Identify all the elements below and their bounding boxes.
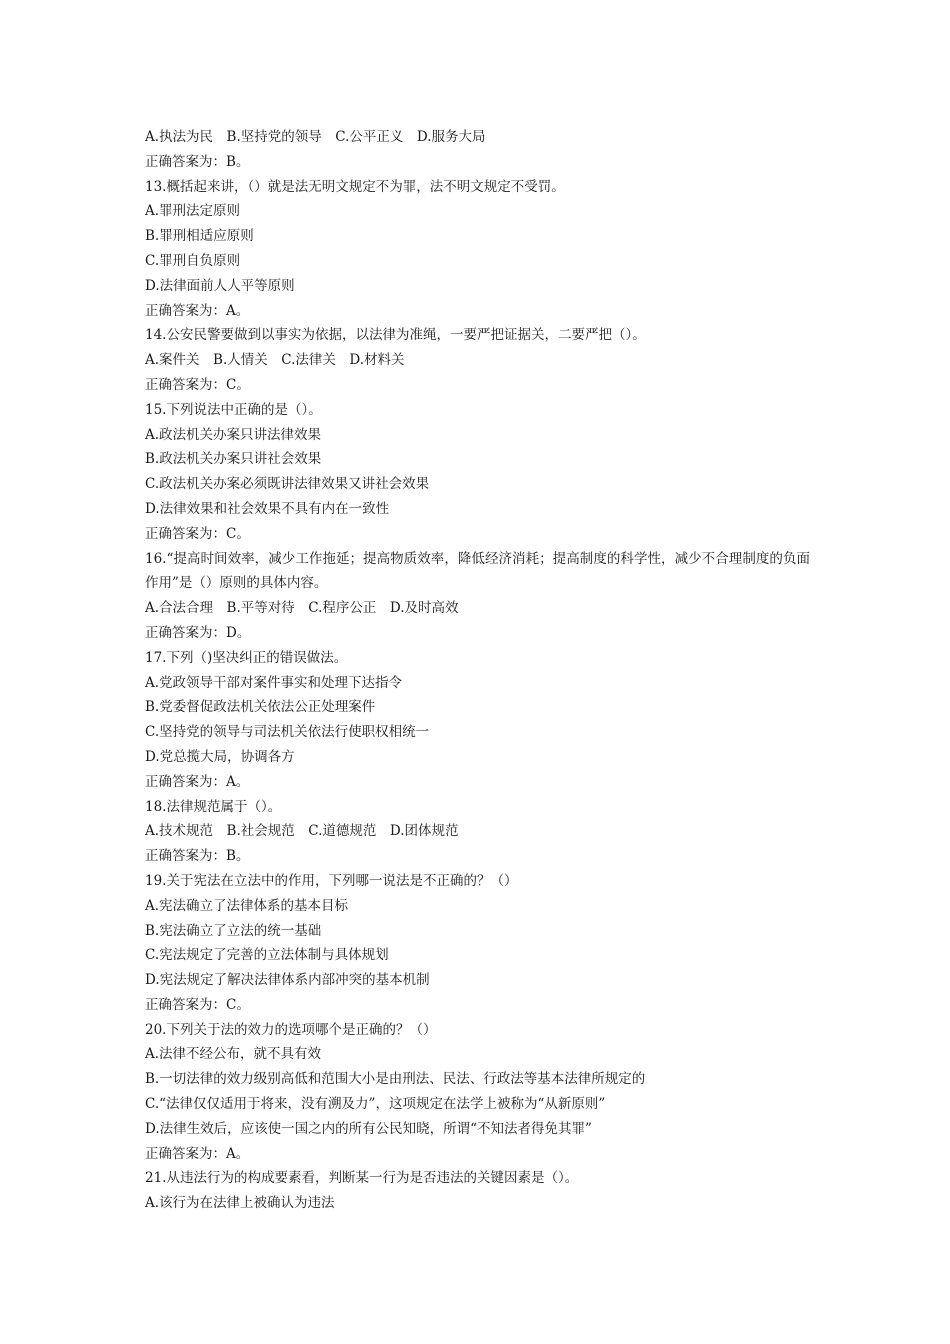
- q15-option-c: C.政法机关办案必须既讲法律效果又讲社会效果: [145, 476, 430, 493]
- q15-option-d: D.法律效果和社会效果不具有内在一致性: [145, 500, 390, 517]
- q13-option-d: D.法律面前人人平等原则: [145, 277, 295, 294]
- q21-option-a: A.该行为在法律上被确认为违法: [145, 1195, 335, 1212]
- q15-option-b: B.政法机关办案只讲社会效果: [145, 451, 322, 468]
- q16-answer: 正确答案为：D。: [145, 624, 251, 641]
- q16-stem: 16.“提高时间效率，减少工作拖延；提高物质效率，降低经济消耗；提高制度的科学性，减少不合理制度的负面作用”是（）原则的具体内容。: [145, 550, 810, 592]
- q15-answer: 正确答案为：C。: [145, 525, 250, 542]
- q17-answer: 正确答案为：A。: [145, 773, 250, 790]
- q19-option-b: B.宪法确立了立法的统一基础: [145, 922, 322, 939]
- q13-stem: 13.概括起来讲，（）就是法无明文规定不为罪，法不明文规定不受罚。: [145, 178, 565, 195]
- q13-option-c: C.罪刑自负原则: [145, 252, 241, 269]
- q21-stem: 21.从违法行为的构成要素看，判断某一行为是否违法的关键因素是（）。: [145, 1170, 579, 1187]
- q14-answer: 正确答案为：C。: [145, 376, 250, 393]
- q20-answer: 正确答案为：A。: [145, 1145, 250, 1162]
- q17-option-a: A.党政领导干部对案件事实和处理下达指令: [145, 674, 403, 691]
- q17-option-d: D.党总揽大局，协调各方: [145, 748, 295, 765]
- q15-stem: 15.下列说法中正确的是（）。: [145, 401, 322, 418]
- q20-option-c: C.“法律仅仅适用于将来，没有溯及力”，这项规定在法学上被称为“从新原则”: [145, 1096, 606, 1113]
- q20-option-d: D.法律生效后，应该使一国之内的所有公民知晓，所谓“不知法者得免其罪”: [145, 1120, 592, 1137]
- q13-answer: 正确答案为：A。: [145, 302, 250, 319]
- q17-stem: 17.下列（)坚决纠正的错误做法。: [145, 649, 348, 666]
- q16-options: A.合法合理 B.平等对待 C.程序公正 D.及时高效: [145, 600, 459, 617]
- q20-option-b: B.一切法律的效力级别高低和范围大小是由刑法、民法、行政法等基本法律所规定的: [145, 1071, 646, 1088]
- q19-option-a: A.宪法确立了法律体系的基本目标: [145, 897, 349, 914]
- q19-option-c: C.宪法规定了完善的立法体制与具体规划: [145, 947, 389, 964]
- q17-option-c: C.坚持党的领导与司法机关依法行使职权相统一: [145, 724, 430, 741]
- q13-option-a: A.罪刑法定原则: [145, 203, 241, 220]
- q12-options: A.执法为民 B.坚持党的领导 C.公平正义 D.服务大局: [145, 129, 486, 145]
- q15-option-a: A.政法机关办案只讲法律效果: [145, 426, 322, 443]
- q14-stem: 14.公安民警要做到以事实为依据，以法律为准绳，一要严把证据关，二要严把（）。: [145, 327, 646, 344]
- q17-option-b: B.党委督促政法机关依法公正处理案件: [145, 699, 376, 716]
- question-list: [145, 125, 810, 1216]
- q19-option-d: D.宪法规定了解决法律体系内部冲突的基本机制: [145, 972, 430, 989]
- q13-option-b: B.罪刑相适应原则: [145, 228, 254, 245]
- q18-stem: 18.法律规范属于（）。: [145, 798, 282, 815]
- q19-answer: 正确答案为：C。: [145, 996, 250, 1013]
- q19-stem: 19.关于宪法在立法中的作用，下列哪一说法是不正确的？（）: [145, 872, 518, 889]
- q18-answer: 正确答案为：B。: [145, 848, 250, 865]
- q20-option-a: A.法律不经公布，就不具有效: [145, 1046, 322, 1063]
- q12-answer: 正确答案为：B。: [145, 153, 250, 170]
- q20-stem: 20.下列关于法的效力的选项哪个是正确的？（）: [145, 1021, 437, 1038]
- q18-options: A.技术规范 B.社会规范 C.道德规范 D.团体规范: [145, 823, 459, 840]
- q14-options: A.案件关 B.人情关 C.法律关 D.材料关: [145, 352, 405, 369]
